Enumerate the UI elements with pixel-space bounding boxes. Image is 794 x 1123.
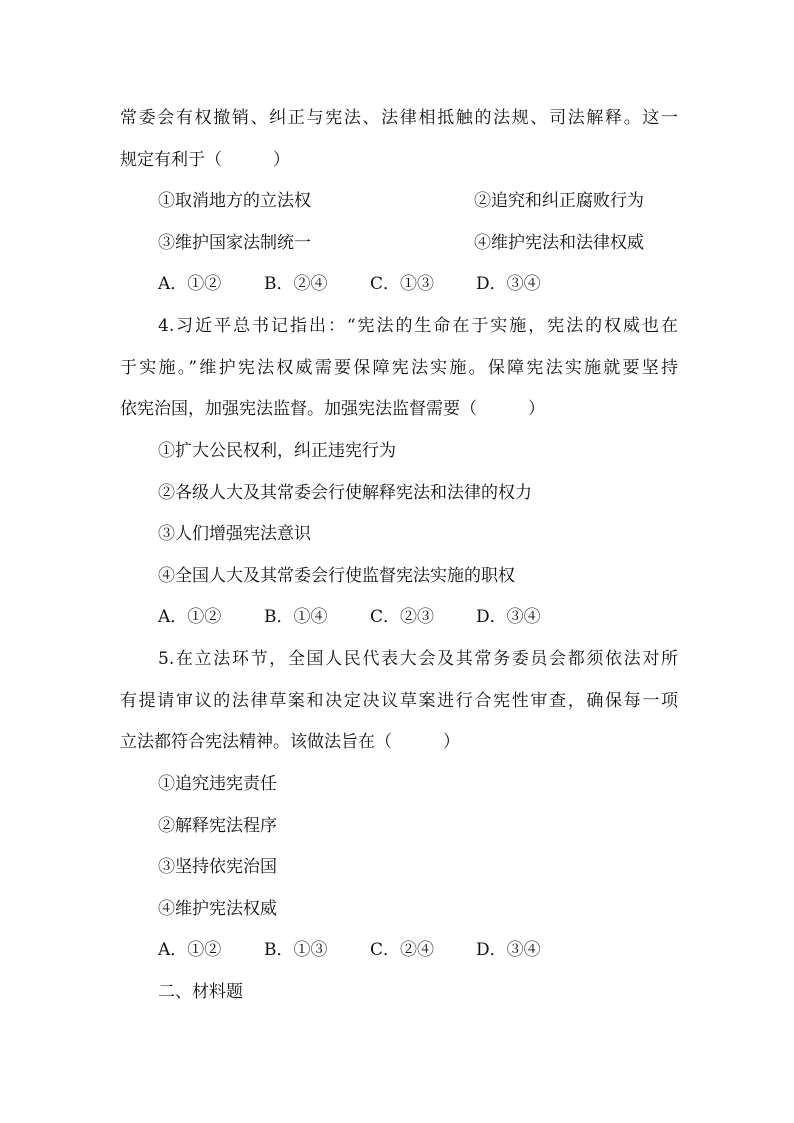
q5-line-1: 5.在立法环节，全国人民代表大会及其常务委员会都须依法对所 <box>158 649 678 669</box>
q3-answer-c: C．①③ <box>370 274 435 294</box>
q3-line-2: 规定有利于（ ） <box>120 150 290 170</box>
q4-answer-b: B．①④ <box>264 607 328 627</box>
q4-line-2: 于实施。”维护宪法权威需要保障宪法实施。保障宪法实施就要坚持 <box>120 358 678 378</box>
q3-answer-b: B．②④ <box>264 274 328 294</box>
q5-option-4: ④维护宪法权威 <box>158 899 277 919</box>
q3-option-3: ③维护国家法制统一 <box>158 233 311 253</box>
q4-option-2: ②各级人大及其常委会行使解释宪法和法律的权力 <box>158 483 532 503</box>
q5-option-3: ③坚持依宪治国 <box>158 857 277 877</box>
section-heading: 二、材料题 <box>158 982 243 1002</box>
q4-answer-c: C．②③ <box>370 607 435 627</box>
q5-answer-d: D．③④ <box>476 940 541 960</box>
q4-answer-d: D．③④ <box>476 607 541 627</box>
q3-answer-choices <box>158 272 582 296</box>
q5-answer-choices <box>158 938 582 962</box>
q4-answer-a: A．①② <box>158 607 222 627</box>
q5-answer-c: C．②④ <box>370 940 435 960</box>
q3-option-2: ②追究和纠正腐败行为 <box>474 191 644 211</box>
q5-answer-a: A．①② <box>158 940 222 960</box>
q4-answer-choices <box>158 605 582 629</box>
q3-answer-d: D．③④ <box>476 274 541 294</box>
q3-line-1: 常委会有权撤销、纠正与宪法、法律相抵触的法规、司法解释。这一 <box>120 108 678 128</box>
q5-line-2: 有提请审议的法律草案和决定决议草案进行合宪性审查，确保每一项 <box>120 691 678 711</box>
q5-line-3: 立法都符合宪法精神。该做法旨在（ ） <box>120 732 460 752</box>
q5-option-2: ②解释宪法程序 <box>158 816 277 836</box>
q3-answer-a: A．①② <box>158 274 222 294</box>
q4-option-4: ④全国人大及其常委会行使监督宪法实施的职权 <box>158 566 515 586</box>
q3-option-1: ①取消地方的立法权 <box>158 191 311 211</box>
q4-option-3: ③人们增强宪法意识 <box>158 524 311 544</box>
q4-line-3: 依宪治国，加强宪法监督。加强宪法监督需要（ ） <box>120 399 545 419</box>
q4-option-1: ①扩大公民权利，纠正违宪行为 <box>158 441 396 461</box>
q5-option-1: ①追究违宪责任 <box>158 774 277 794</box>
q3-option-4: ④维护宪法和法律权威 <box>474 233 644 253</box>
q5-answer-b: B．①③ <box>264 940 328 960</box>
q4-line-1: 4.习近平总书记指出：“宪法的生命在于实施，宪法的权威也在 <box>158 316 678 336</box>
